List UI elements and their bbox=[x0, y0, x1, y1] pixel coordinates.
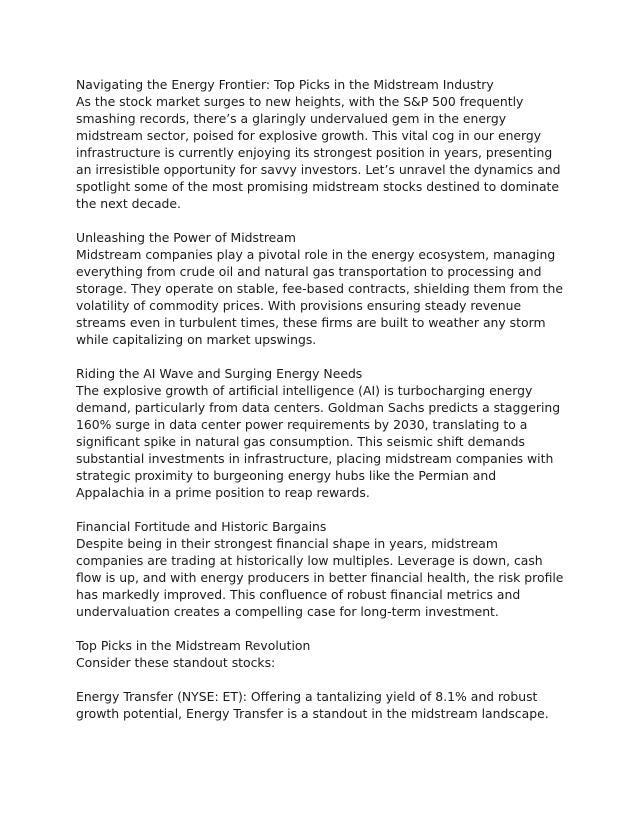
paragraph: Consider these standout stocks: bbox=[76, 655, 276, 670]
section-energy-transfer bbox=[76, 688, 566, 722]
document-title: Navigating the Energy Frontier: Top Picks in the Midstream Industry bbox=[76, 77, 494, 92]
section-financial bbox=[76, 518, 566, 620]
section-intro bbox=[76, 76, 566, 212]
paragraph: The explosive growth of artificial intelligence (AI) is turbocharging energy demand, particularly from data centers. Goldman Sachs predicts a staggering 160% surge in data center power requirements by 2030, translating to a significant spike in natural gas consumption. This seismic shift demands substantial investments in infrastructure, placing midstream companies with strategic proximity to burgeoning energy hubs like the Permian and Appalachia in a prime position to reap rewards. bbox=[76, 383, 561, 500]
section-midstream bbox=[76, 229, 566, 348]
document-page bbox=[76, 76, 566, 739]
paragraph: Midstream companies play a pivotal role in the energy ecosystem, managing everything from crude oil and natural gas transportation to processing and storage. They operate on stable, fee-based contracts, shielding them from the volatility of commodity prices. With provisions ensuring steady revenue streams even in turbulent times, these firms are built to weather any storm while capitalizing on market upswings. bbox=[76, 247, 563, 347]
section-heading: Top Picks in the Midstream Revolution bbox=[76, 638, 311, 653]
section-top-picks bbox=[76, 637, 566, 671]
stock-pick-paragraph: Energy Transfer (NYSE: ET): Offering a tantalizing yield of 8.1% and robust growth potential, Energy Transfer is a standout in the midstream landscape. bbox=[76, 689, 549, 721]
paragraph: As the stock market surges to new heights, with the S&P 500 frequently smashing records, there’s a glaringly undervalued gem in the energy midstream sector, poised for explosive growth. This vital cog in our energy infrastructure is currently enjoying its strongest position in years, presenting an irresistible opportunity for savvy investors. Let’s unravel the dynamics and spotlight some of the most promising midstream stocks destined to dominate the next decade. bbox=[76, 94, 561, 211]
paragraph: Despite being in their strongest financial shape in years, midstream companies are trading at historically low multiples. Leverage is down, cash flow is up, and with energy producers in better financial health, the risk profile has markedly improved. This confluence of robust financial metrics and undervaluation creates a compelling case for long-term investment. bbox=[76, 536, 564, 619]
section-heading: Financial Fortitude and Historic Bargains bbox=[76, 519, 327, 534]
section-heading: Riding the AI Wave and Surging Energy Needs bbox=[76, 366, 363, 381]
section-ai-wave bbox=[76, 365, 566, 501]
section-heading: Unleashing the Power of Midstream bbox=[76, 230, 296, 245]
